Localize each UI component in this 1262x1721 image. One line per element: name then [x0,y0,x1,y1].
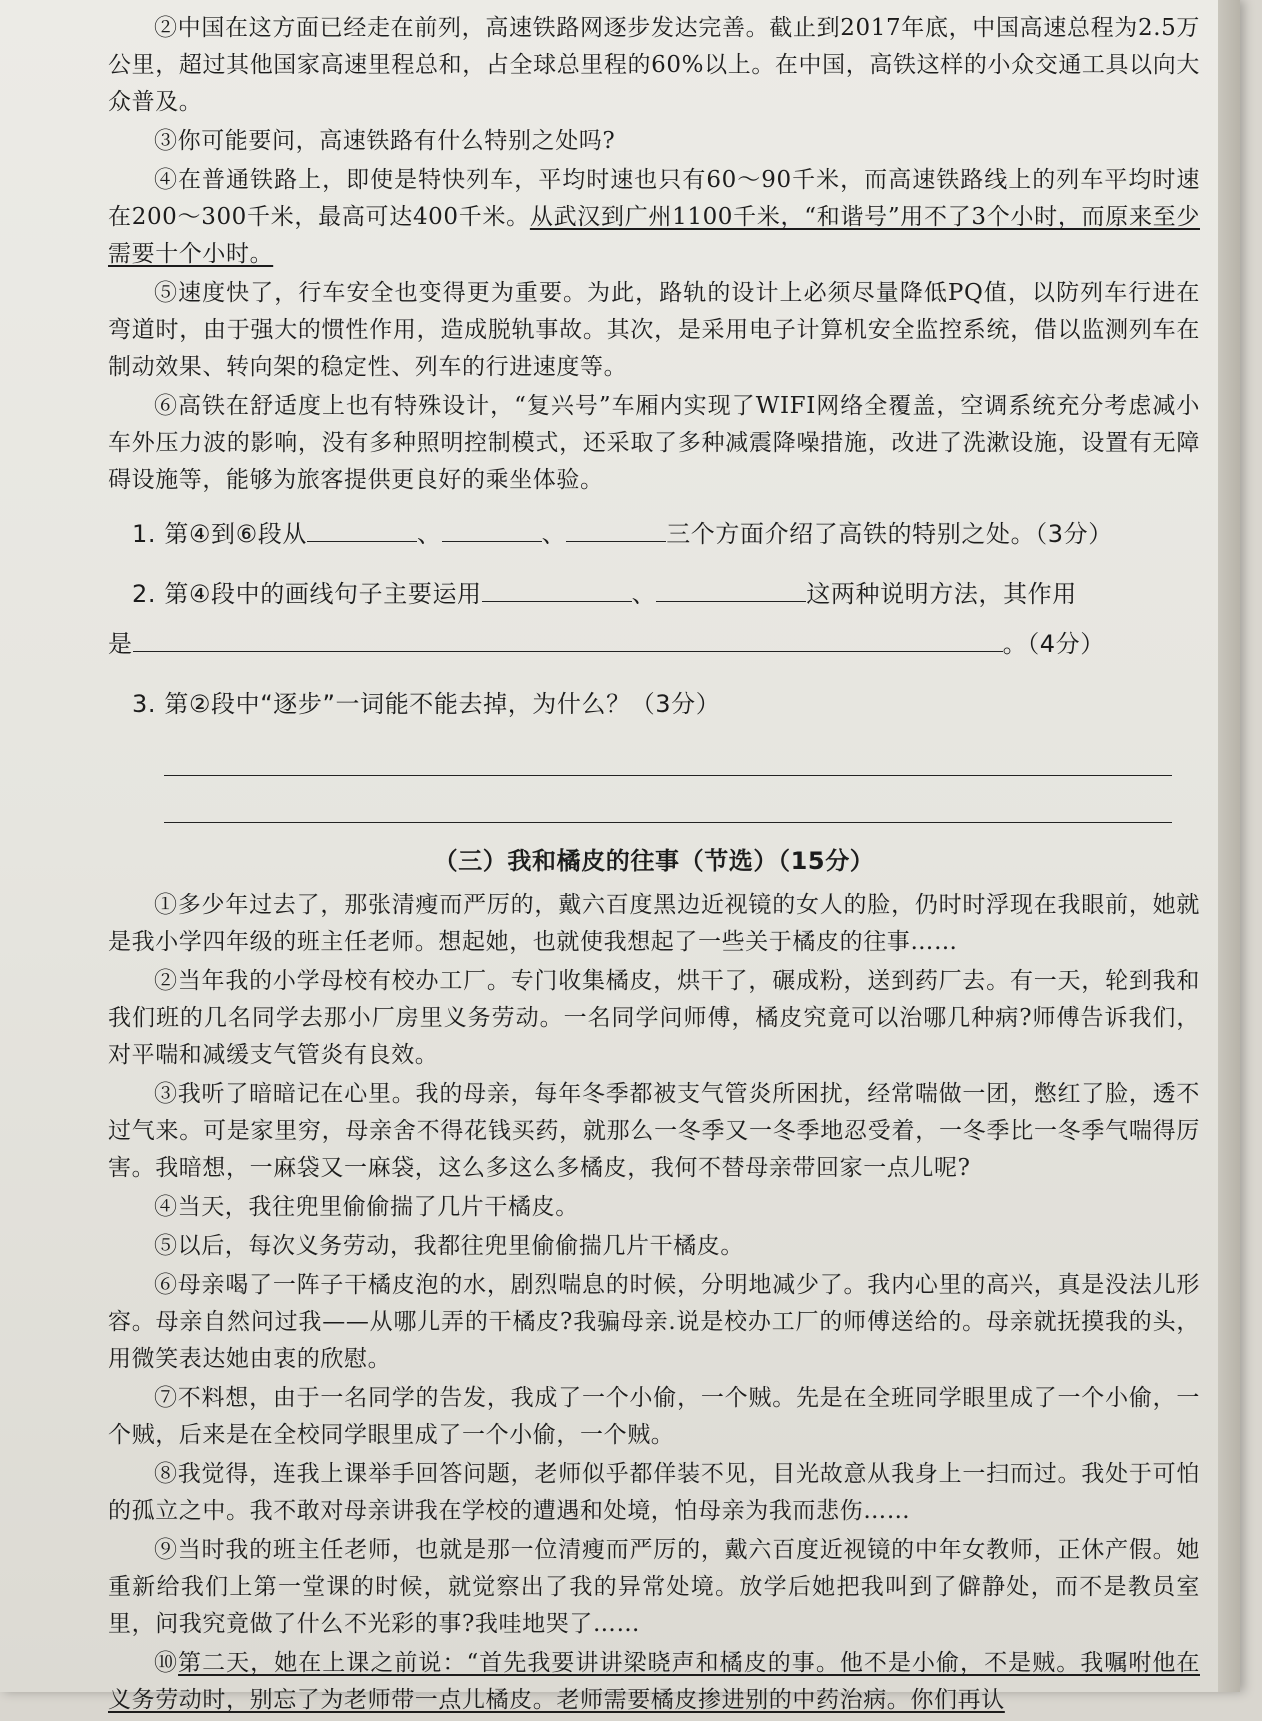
question-2 [108,569,1200,619]
s3-paragraph-6: ⑥母亲喝了一阵子干橘皮泡的水，剧烈喘息的时候，分明地减少了。我内心里的高兴，真是没法儿形容。母亲自然问过我——从哪儿弄的干橘皮?我骗母亲.说是校办工厂的师傅送给的。母亲就抚摸我的头，用微笑表达她由衷的欣慰。 [108,1272,1200,1372]
paragraph-3: ③你可能要问，高速铁路有什么特别之处吗? [154,128,616,154]
paragraph-4-text: ④在普通铁路上，即使是特快列车，平均时速也只有60～90千米，而高速铁路线上的列车平均时速在200～300千米，最高可达400千米。 [108,167,1200,230]
s3-paragraph-10 [108,1645,1200,1719]
page-edge [1218,0,1240,1692]
q3-answer-line-2[interactable] [164,776,1172,823]
question-2-cont [108,619,1200,669]
s3-paragraph-2: ②当年我的小学母校有校办工厂。专门收集橘皮，烘干了，碾成粉，送到药厂去。有一天，轮到我和我们班的几名同学去那小厂房里义务劳动。一名同学问师傅，橘皮究竟可以治哪几种病?师傅告诉我们，对平喘和减缓支气管炎有良效。 [108,968,1200,1068]
paragraph-5: ⑤速度快了，行车安全也变得更为重要。为此，路轨的设计上必须尽量降低PQ值，以防列车行进在弯道时，由于强大的惯性作用，造成脱轨事故。其次，是采用电子计算机安全监控系统，借以监测列车在制动效果、转向架的稳定性、列车的行进速度等。 [108,280,1200,380]
q2-prompt: 2. 第④段中的画线句子主要运用 [132,580,482,608]
q2-suffix: 这两种说明方法，其作用 [806,580,1077,608]
s3-paragraph-10-number: ⑩ [154,1650,179,1676]
s3-paragraph-4: ④当天，我往兜里偷偷揣了几片干橘皮。 [154,1194,579,1220]
q2-blank-2[interactable] [656,575,806,602]
paragraph-4 [108,162,1200,273]
s3-paragraph-1: ①多少年过去了，那张清瘦而严厉的，戴六百度黑边近视镜的女人的脸，仍时时浮现在我眼前，她就是我小学四年级的班主任老师。想起她，也就使我想起了一些关于橘皮的往事…… [108,892,1200,955]
q1-blank-2[interactable] [442,515,542,542]
q2-separator: 、 [631,580,657,608]
q2-score: 。（4分） [1002,630,1105,658]
q1-separator-1: 、 [416,520,442,548]
question-3: 3. 第②段中“逐步”一词能不能去掉，为什么？（3分） [132,690,721,718]
q1-prompt: 1. 第④到⑥段从 [132,520,307,548]
q3-answer-line-1[interactable] [164,729,1172,776]
s3-paragraph-8: ⑧我觉得，连我上课举手回答问题，老师似乎都佯装不见，目光故意从我身上一扫而过。我处于可怕的孤立之中。我不敢对母亲讲我在学校的遭遇和处境，怕母亲为我而悲伤…… [108,1461,1200,1524]
question-1 [108,509,1200,559]
s3-paragraph-9: ⑨当时我的班主任老师，也就是那一位清瘦而严厉的，戴六百度近视镜的中年女教师，正休产假。她重新给我们上第一堂课的时候，就觉察出了我的异常处境。放学后她把我叫到了僻静处，而不是教员室里，问我究竟做了什么不光彩的事?我哇地哭了…… [108,1537,1200,1637]
underlined-sentence: 从武汉到广州1100千米，“和谐号”用不了3个小时，而原来至少需要十个小时。 [108,204,1200,267]
s3-paragraph-5: ⑤以后，每次义务劳动，我都往兜里偷偷揣几片干橘皮。 [154,1233,744,1259]
s3-paragraph-3: ③我听了暗暗记在心里。我的母亲，每年冬季都被支气管炎所困扰，经常喘做一团，憋红了脸，透不过气来。可是家里穷，母亲舍不得花钱买药，就那么一冬季又一冬季地忍受着，一冬季比一冬季气喘得厉害。我暗想，一麻袋又一麻袋，这么多这么多橘皮，我何不替母亲带回家一点儿呢? [108,1081,1200,1181]
passage-content [108,10,1200,1721]
q1-blank-3[interactable] [566,515,666,542]
q2-blank-effect[interactable] [133,625,1003,652]
q2-blank-1[interactable] [482,575,632,602]
s3-paragraph-7: ⑦不料想，由于一名同学的告发，我成了一个小偷，一个贼。先是在全班同学眼里成了一个小偷，一个贼，后来是在全校同学眼里成了一个小偷，一个贼。 [108,1385,1200,1448]
paragraph-2: ②中国在这方面已经走在前列，高速铁路网逐步发达完善。截止到2017年底，中国高速总程为2.5万公里，超过其他国家高速里程总和，占全球总里程的60%以上。在中国，高铁这样的小众交通工具以向大众普及。 [108,15,1200,115]
section-3-title: （三）我和橘皮的往事（节选）（15分） [433,847,875,875]
s3-underlined-passage: 第二天，她在上课之前说：“首先我要讲讲梁晓声和橘皮的事。他不是小偷，不是贼。我嘱咐他在义务劳动时，别忘了为老师带一点儿橘皮。老师需要橘皮掺进别的中药治病。你们再认 [108,1650,1200,1713]
paragraph-6: ⑥高铁在舒适度上也有特殊设计，“复兴号”车厢内实现了WIFI网络全覆盖，空调系统充分考虑减小车外压力波的影响，没有多种照明控制模式，还采取了多种减震降噪措施，改进了洗漱设施，设置有无障碍设施等，能够为旅客提供更良好的乘坐体验。 [108,393,1200,493]
q2-is: 是 [108,630,133,658]
q1-suffix: 三个方面介绍了高铁的特别之处。（3分） [666,520,1113,548]
q1-separator-2: 、 [541,520,567,548]
q1-blank-1[interactable] [307,515,417,542]
